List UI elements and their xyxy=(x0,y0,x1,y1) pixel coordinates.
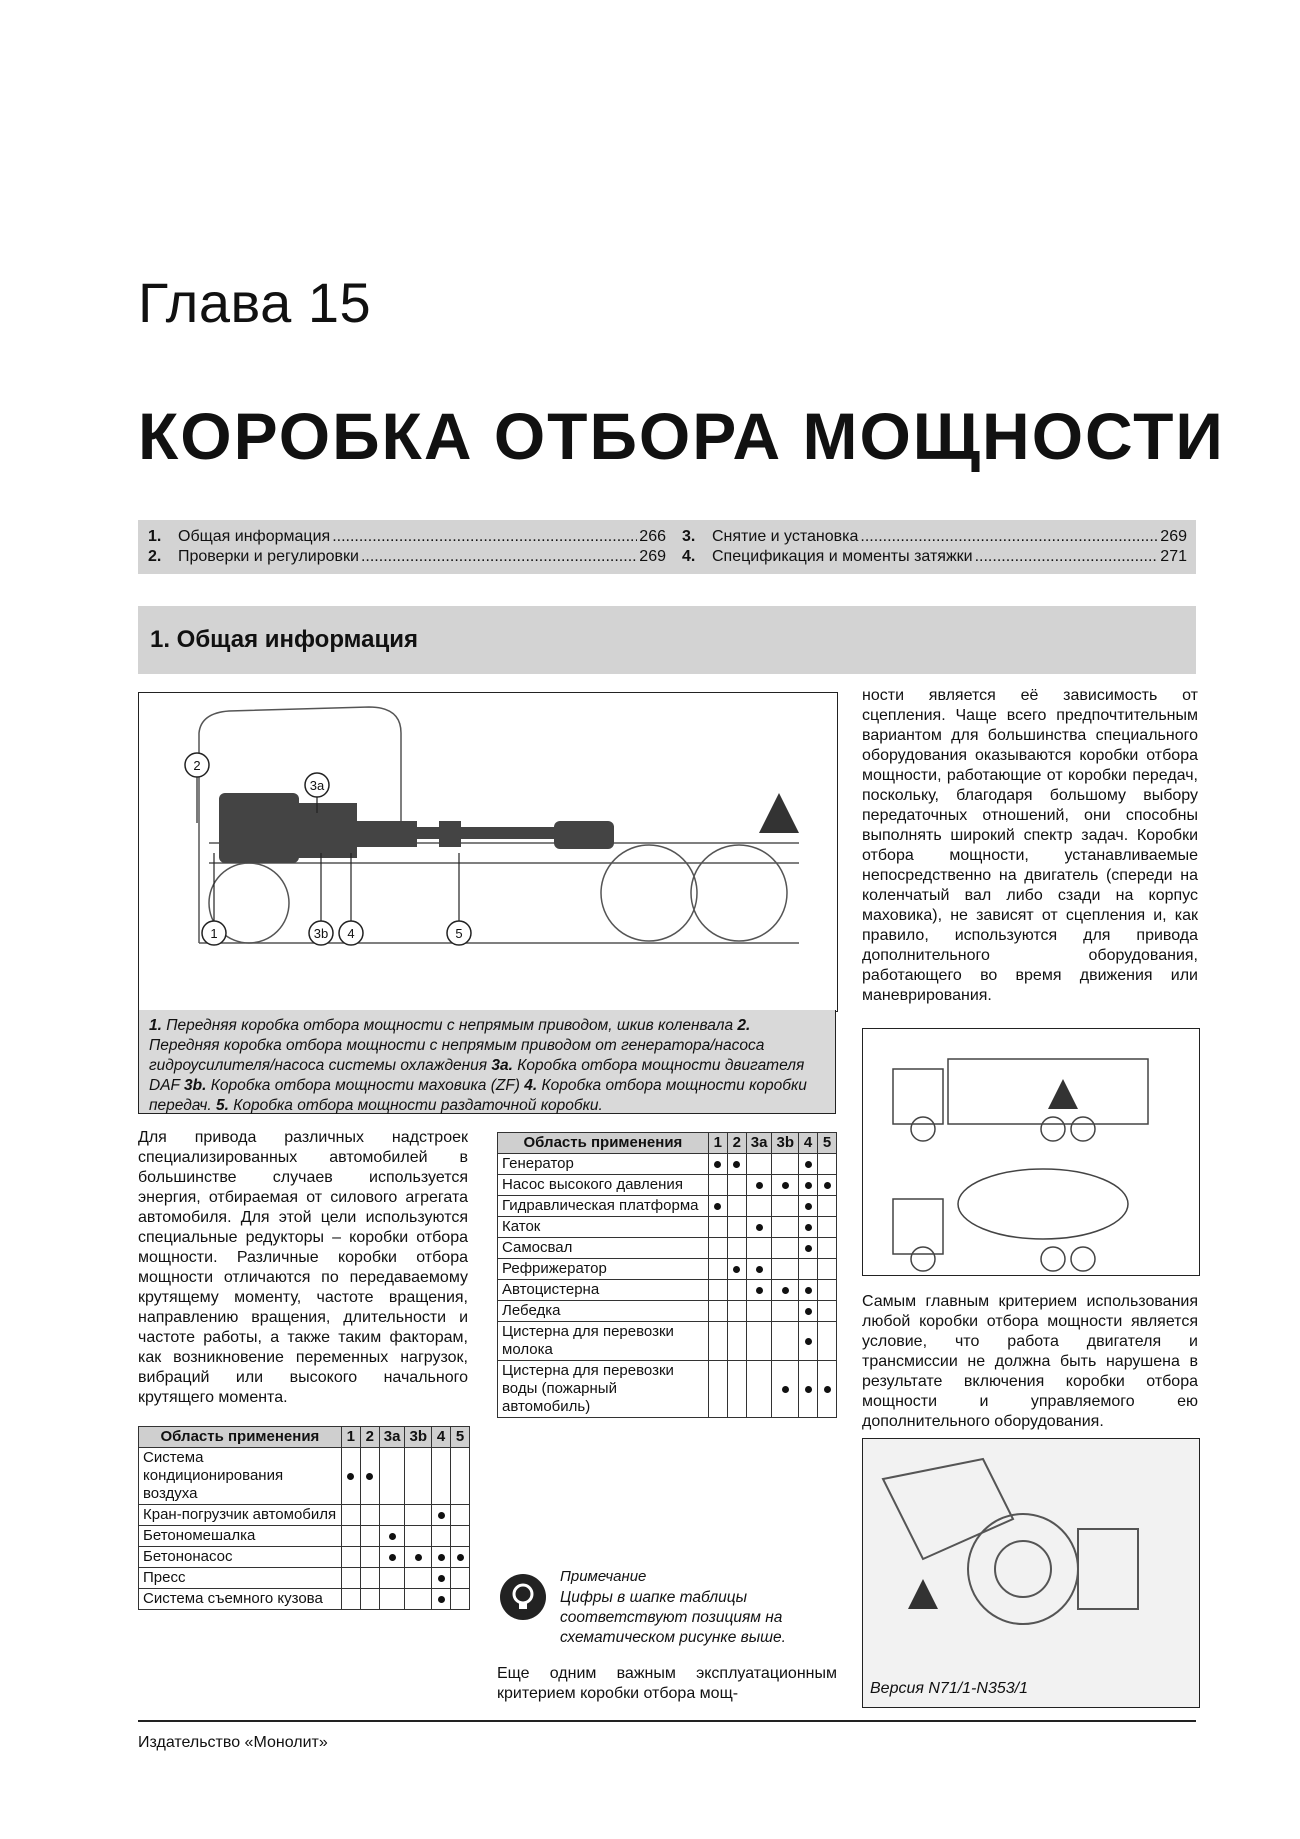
lightbulb-icon xyxy=(500,1574,546,1620)
bullet-mark-icon xyxy=(733,1161,740,1168)
application-area: Лебедка xyxy=(498,1301,709,1322)
mark-cell xyxy=(360,1568,379,1589)
mark-cell xyxy=(746,1217,772,1238)
table-row xyxy=(498,1322,837,1361)
mark-cell xyxy=(451,1505,470,1526)
table-row xyxy=(139,1547,470,1568)
header-col: 5 xyxy=(451,1427,470,1448)
mark-cell xyxy=(746,1280,772,1301)
table-row xyxy=(498,1175,837,1196)
mark-cell xyxy=(341,1448,360,1505)
gearbox-caption: Версия N71/1-N353/1 xyxy=(870,1680,1028,1697)
mark-cell xyxy=(818,1280,837,1301)
application-area: Каток xyxy=(498,1217,709,1238)
toc-page: 269 xyxy=(1160,528,1187,545)
callout-label: 2 xyxy=(193,758,201,773)
mark-cell xyxy=(746,1238,772,1259)
header-col: 5 xyxy=(818,1133,837,1154)
application-area: Насос высокого давления xyxy=(498,1175,709,1196)
mark-cell xyxy=(818,1196,837,1217)
mark-cell xyxy=(772,1196,799,1217)
header-col: 2 xyxy=(360,1427,379,1448)
toc-label: Общая информация xyxy=(178,528,331,545)
right-paragraph-1: ности является её зависимость от сцепления. Чаще всего предпочтительным вариантом для большинства специального оборудования оказываются коробки отбора мощности, работающие от коробки передач, поскольку, благодаря большому выбору передаточных отношений, они способны выполнять широкий спектр задач. Коробки отбора мощности, устанавливаемые непосредственно на двигатель (спереди на коленчатый вал либо сзади на корпус маховика), не зависят от сцепления и, как правило, используются для привода дополнительного оборудования, работающего во время движения или маневрирования. xyxy=(862,687,1198,1004)
transmission-shaft xyxy=(357,821,417,847)
table-row xyxy=(139,1526,470,1547)
mark-cell xyxy=(799,1280,818,1301)
toc-leader xyxy=(332,528,637,546)
bullet-mark-icon xyxy=(805,1203,812,1210)
publisher-name: Издательство «Монолит» xyxy=(138,1734,328,1751)
bullet-mark-icon xyxy=(756,1182,763,1189)
bullet-mark-icon xyxy=(805,1182,812,1189)
mark-cell xyxy=(360,1505,379,1526)
mark-cell xyxy=(727,1196,746,1217)
mark-cell xyxy=(746,1361,772,1418)
mark-cell xyxy=(799,1196,818,1217)
callout-label: 4 xyxy=(347,926,355,941)
mark-cell xyxy=(341,1526,360,1547)
bullet-mark-icon xyxy=(438,1596,445,1603)
bullet-mark-icon xyxy=(805,1287,812,1294)
callout-label: 1 xyxy=(210,926,218,941)
table-row xyxy=(498,1196,837,1217)
mark-cell xyxy=(772,1175,799,1196)
mark-cell xyxy=(360,1547,379,1568)
mark-cell xyxy=(727,1322,746,1361)
header-area: Область применения xyxy=(139,1427,342,1448)
mark-cell xyxy=(341,1547,360,1568)
mark-cell xyxy=(818,1301,837,1322)
application-table-1 xyxy=(138,1426,470,1610)
diagram-caption: 1. Передняя коробка отбора мощности с непрямым приводом, шкив коленвала 2. Передняя коробка отбора мощности с непрямым приводом от генератора/насоса гидроусилителя/насоса системы охлаждения 3a. Коробка отбора мощности двигателя DAF 3b. Коробка отбора мощности маховика (ZF) 4. Коробка отбора мощности коробки передач. 5. Коробка отбора мощности раздаточной коробки. xyxy=(138,1010,836,1114)
bullet-mark-icon xyxy=(805,1245,812,1252)
mark-cell xyxy=(432,1505,451,1526)
chapter-number: Глава 15 xyxy=(138,271,372,334)
mark-cell xyxy=(405,1547,432,1568)
application-area: Автоцистерна xyxy=(498,1280,709,1301)
table-header-row xyxy=(139,1427,470,1448)
mark-cell xyxy=(727,1154,746,1175)
bullet-mark-icon xyxy=(389,1554,396,1561)
mark-cell xyxy=(818,1217,837,1238)
bullet-mark-icon xyxy=(756,1266,763,1273)
table-row xyxy=(139,1568,470,1589)
application-area: Бетономешалка xyxy=(139,1526,342,1547)
mark-cell xyxy=(746,1322,772,1361)
mark-cell xyxy=(727,1217,746,1238)
mark-cell xyxy=(772,1361,799,1418)
bullet-mark-icon xyxy=(457,1554,464,1561)
mark-cell xyxy=(727,1175,746,1196)
footer-rule xyxy=(138,1720,1196,1722)
header-col: 3b xyxy=(772,1133,799,1154)
toc-item[interactable] xyxy=(682,528,1187,546)
publisher-logo-icon xyxy=(1048,1079,1078,1109)
mark-cell xyxy=(708,1196,727,1217)
header-col: 2 xyxy=(727,1133,746,1154)
mark-cell xyxy=(818,1154,837,1175)
table-row xyxy=(139,1505,470,1526)
bullet-mark-icon xyxy=(782,1287,789,1294)
mark-cell xyxy=(379,1448,405,1505)
table-row xyxy=(498,1301,837,1322)
bullet-mark-icon xyxy=(438,1554,445,1561)
header-col: 1 xyxy=(341,1427,360,1448)
mark-cell xyxy=(708,1154,727,1175)
mark-cell xyxy=(746,1175,772,1196)
table-row xyxy=(498,1154,837,1175)
mark-cell xyxy=(708,1175,727,1196)
mark-cell xyxy=(727,1238,746,1259)
right-paragraph-2: Самым главным критерием использования любой коробки отбора мощности является условие, что работа двигателя и трансмиссии не должна быть нарушена в результате включения коробки отбора мощности и управляемого ею дополнительного оборудования. xyxy=(862,1293,1198,1430)
bullet-mark-icon xyxy=(805,1338,812,1345)
mark-cell xyxy=(708,1280,727,1301)
mark-cell xyxy=(799,1238,818,1259)
bullet-mark-icon xyxy=(438,1512,445,1519)
mark-cell xyxy=(708,1322,727,1361)
mark-cell xyxy=(746,1154,772,1175)
mark-cell xyxy=(405,1505,432,1526)
bullet-mark-icon xyxy=(782,1182,789,1189)
callout-label: 3a xyxy=(309,778,325,793)
table-row xyxy=(139,1448,470,1505)
mixer-drum xyxy=(958,1169,1128,1239)
table-header-row xyxy=(498,1133,837,1154)
toc-item[interactable] xyxy=(148,528,666,546)
bullet-mark-icon xyxy=(805,1308,812,1315)
bullet-mark-icon xyxy=(714,1203,721,1210)
mark-cell xyxy=(341,1505,360,1526)
header-col: 3a xyxy=(746,1133,772,1154)
section-title: 1. Общая информация xyxy=(150,626,418,653)
toc-number: 3. xyxy=(682,528,696,545)
rear-wheel xyxy=(601,845,697,941)
gearbox-photo xyxy=(862,1438,1200,1708)
section-heading xyxy=(138,606,1196,674)
mark-cell xyxy=(379,1568,405,1589)
toc-leader xyxy=(361,548,637,566)
mark-cell xyxy=(799,1154,818,1175)
trucks-illustration xyxy=(862,1028,1200,1276)
mark-cell xyxy=(727,1361,746,1418)
application-area: Бетононасос xyxy=(139,1547,342,1568)
bullet-mark-icon xyxy=(824,1182,831,1189)
mark-cell xyxy=(405,1589,432,1610)
bullet-mark-icon xyxy=(389,1533,396,1540)
mark-cell xyxy=(379,1547,405,1568)
mark-cell xyxy=(360,1448,379,1505)
table-row xyxy=(498,1361,837,1418)
mark-cell xyxy=(451,1568,470,1589)
mark-cell xyxy=(708,1217,727,1238)
toc-page: 271 xyxy=(1160,548,1187,565)
header-col: 4 xyxy=(432,1427,451,1448)
engine-block xyxy=(219,793,299,863)
mark-cell xyxy=(708,1238,727,1259)
table-row xyxy=(498,1259,837,1280)
pto-diagram xyxy=(138,692,838,1012)
table-row xyxy=(139,1589,470,1610)
toc-number: 4. xyxy=(682,548,696,565)
callout-label: 3b xyxy=(313,926,329,941)
mark-cell xyxy=(360,1526,379,1547)
mark-cell xyxy=(727,1301,746,1322)
callout-label: 5 xyxy=(455,926,463,941)
mark-cell xyxy=(432,1547,451,1568)
mark-cell xyxy=(746,1259,772,1280)
intro-paragraph: Для привода различных надстроек специализированных автомобилей в большинстве случаев используется энергия, отбираемая от силового агрегата автомобиля. Для этой цели используются специальные редукторы – коробки отбора мощности. Различные коробки отбора мощности отличаются по передаваемому крутящему моменту, частоте вращения, направлению вращения, длительности и частоте работы, а также таким факторам, как возникновение переменных нагрузок, вибраций или высокого начального крутящего момента. xyxy=(138,1129,468,1406)
mark-cell xyxy=(432,1448,451,1505)
mark-cell xyxy=(746,1301,772,1322)
application-area: Гидравлическая платформа xyxy=(498,1196,709,1217)
mark-cell xyxy=(727,1259,746,1280)
mark-cell xyxy=(818,1175,837,1196)
mark-cell xyxy=(772,1217,799,1238)
note-text: Цифры в шапке таблицы соответствуют позициям на схематическом рисунке выше. xyxy=(560,1589,786,1646)
chapter-title: КОРОБКА ОТБОРА МОЩНОСТИ xyxy=(138,399,1225,473)
bullet-mark-icon xyxy=(756,1224,763,1231)
mark-cell xyxy=(799,1175,818,1196)
mark-cell xyxy=(772,1154,799,1175)
mark-cell xyxy=(432,1589,451,1610)
mark-cell xyxy=(379,1505,405,1526)
toc-leader xyxy=(975,548,1159,566)
bullet-mark-icon xyxy=(805,1224,812,1231)
application-area: Цистерна для перевозки воды (пожарный автомобиль) xyxy=(498,1361,709,1418)
mark-cell xyxy=(799,1322,818,1361)
table-row xyxy=(498,1280,837,1301)
rear-axle xyxy=(554,821,614,849)
mark-cell xyxy=(799,1217,818,1238)
application-area: Пресс xyxy=(139,1568,342,1589)
bullet-mark-icon xyxy=(824,1386,831,1393)
mark-cell xyxy=(818,1259,837,1280)
mark-cell xyxy=(405,1526,432,1547)
note-label: Примечание xyxy=(560,1568,647,1585)
toc-label: Снятие и установка xyxy=(712,528,859,545)
mark-cell xyxy=(799,1361,818,1418)
toc-item[interactable] xyxy=(148,548,666,566)
truck-cab-2 xyxy=(893,1199,943,1254)
truck-cab xyxy=(893,1069,943,1124)
mark-cell xyxy=(772,1322,799,1361)
mark-cell xyxy=(772,1280,799,1301)
header-area: Область применения xyxy=(498,1133,709,1154)
table-row xyxy=(498,1217,837,1238)
header-col: 3b xyxy=(405,1427,432,1448)
mark-cell xyxy=(379,1589,405,1610)
bullet-mark-icon xyxy=(366,1473,373,1480)
toc-label: Проверки и регулировки xyxy=(178,548,359,565)
bullet-mark-icon xyxy=(733,1266,740,1273)
mark-cell xyxy=(772,1238,799,1259)
bullet-mark-icon xyxy=(805,1386,812,1393)
bullet-mark-icon xyxy=(415,1554,422,1561)
mark-cell xyxy=(432,1526,451,1547)
mark-cell xyxy=(451,1448,470,1505)
toc-page: 269 xyxy=(639,548,666,565)
mark-cell xyxy=(746,1196,772,1217)
mark-cell xyxy=(772,1259,799,1280)
application-area: Цистерна для перевозки молока xyxy=(498,1322,709,1361)
mark-cell xyxy=(799,1301,818,1322)
bullet-mark-icon xyxy=(714,1161,721,1168)
mark-cell xyxy=(451,1526,470,1547)
application-area: Рефрижератор xyxy=(498,1259,709,1280)
bullet-mark-icon xyxy=(756,1287,763,1294)
application-area: Самосвал xyxy=(498,1238,709,1259)
mark-cell xyxy=(727,1280,746,1301)
header-col: 4 xyxy=(799,1133,818,1154)
mark-cell xyxy=(432,1568,451,1589)
garbage-body xyxy=(948,1059,1148,1124)
bullet-mark-icon xyxy=(438,1575,445,1582)
rear-wheel-2 xyxy=(691,845,787,941)
toc-label: Спецификация и моменты затяжки xyxy=(712,548,973,565)
mark-cell xyxy=(818,1361,837,1418)
table-of-contents xyxy=(138,520,1196,574)
mark-cell xyxy=(451,1589,470,1610)
mark-cell xyxy=(818,1322,837,1361)
mark-cell xyxy=(379,1526,405,1547)
header-col: 1 xyxy=(708,1133,727,1154)
bullet-mark-icon xyxy=(805,1161,812,1168)
mark-cell xyxy=(799,1259,818,1280)
application-area: Кран-погрузчик автомобиля xyxy=(139,1505,342,1526)
toc-number: 1. xyxy=(148,528,162,545)
application-area: Система съемного кузова xyxy=(139,1589,342,1610)
header-col: 3a xyxy=(379,1427,405,1448)
gearbox-block xyxy=(297,803,357,858)
mark-cell xyxy=(341,1568,360,1589)
mid-paragraph: Еще одним важным эксплуатационным критерием коробки отбора мощ- xyxy=(497,1665,837,1702)
mark-cell xyxy=(405,1568,432,1589)
toc-item[interactable] xyxy=(682,548,1187,566)
mark-cell xyxy=(708,1361,727,1418)
transfer-case xyxy=(439,821,461,847)
mark-cell xyxy=(818,1238,837,1259)
mark-cell xyxy=(708,1301,727,1322)
mark-cell xyxy=(772,1301,799,1322)
table-row xyxy=(498,1238,837,1259)
mark-cell xyxy=(451,1547,470,1568)
publisher-logo-icon xyxy=(759,793,799,833)
application-table-2 xyxy=(497,1132,837,1418)
toc-leader xyxy=(860,528,1158,546)
mark-cell xyxy=(405,1448,432,1505)
bullet-mark-icon xyxy=(347,1473,354,1480)
mark-cell xyxy=(341,1589,360,1610)
propeller-shaft xyxy=(417,827,557,839)
mark-cell xyxy=(708,1259,727,1280)
application-area: Система кондиционирования воздуха xyxy=(139,1448,342,1505)
application-area: Генератор xyxy=(498,1154,709,1175)
mark-cell xyxy=(360,1589,379,1610)
toc-number: 2. xyxy=(148,548,162,565)
bullet-mark-icon xyxy=(782,1386,789,1393)
toc-page: 266 xyxy=(639,528,666,545)
